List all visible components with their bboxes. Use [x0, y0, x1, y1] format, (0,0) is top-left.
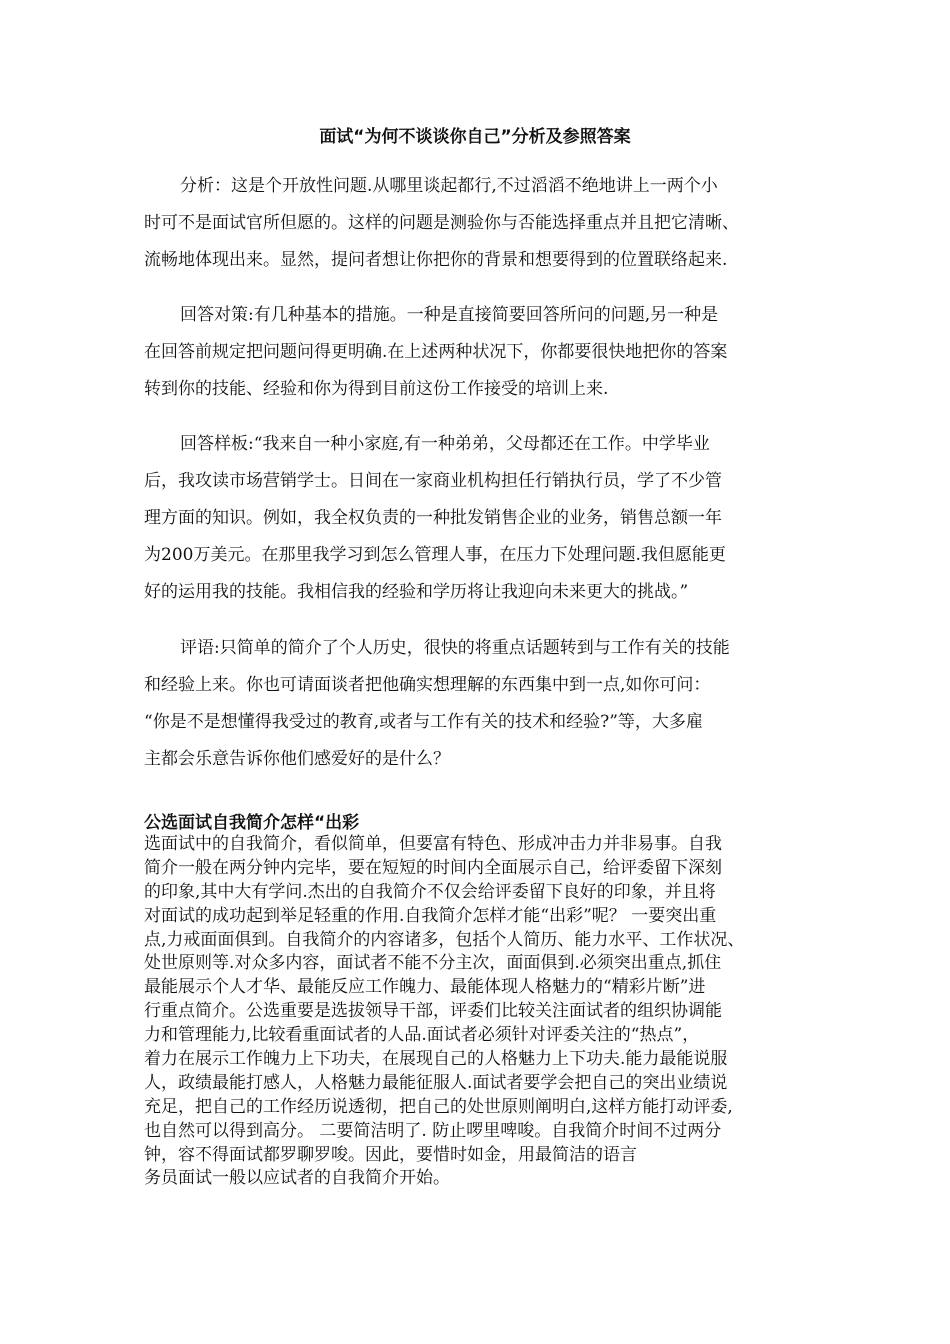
text-line: 钟，容不得面试都罗聊罗唆。因此，要惜时如金，用最简洁的语言	[144, 1144, 637, 1165]
text-line: 简介一般在两分钟内完毕，要在短短的时间内全面展示自己，给评委留下深刻	[144, 857, 722, 878]
text-line: 时可不是面试官所但愿的。这样的问题是测验你与否能选择重点并且把它清晰、	[144, 213, 739, 233]
section-heading: 公选面试自我简介怎样“出彩	[144, 813, 360, 833]
text-line: 主都会乐意告诉你他们感爱好的是什么？	[144, 749, 450, 769]
text-line: 评语:只简单的简介了个人历史，很快的将重点话题转到与工作有关的技能	[180, 638, 730, 658]
text-line: 务员面试一般以应试者的自我简介开始。	[144, 1168, 450, 1189]
text-line: 流畅地体现出来。显然，提问者想让你把你的背景和想要得到的位置联络起来.	[144, 250, 728, 270]
text-line: 和经验上来。你也可请面谈者把他确实想理解的东西集中到一点,如你可问：	[144, 675, 711, 695]
text-line: 充足，把自己的工作经历说透彻，把自己的处世原则阐明白,这样方能打动评委,	[144, 1096, 733, 1117]
text-line: 的印象,其中大有学问.杰出的自我简介不仅会给评委留下良好的印象，并且将	[144, 881, 716, 902]
text-line: 行重点简介。公选重要是选拔领导干部，评委们比较关注面试者的组织协调能	[144, 1001, 722, 1022]
text-line: 回答样板:“我来自一种小家庭,有一种弟弟，父母都还在工作。中学毕业	[180, 434, 710, 454]
paragraph-sample-answer	[144, 426, 814, 611]
text-line: 最能展示个人才华、最能反应工作魄力、最能体现人格魅力的“精彩片断”进	[144, 977, 706, 998]
text-line: 也自然可以得到高分。 二要简洁明了. 防止啰里啤唆。自我简介时间不过两分	[144, 1120, 722, 1141]
document-title: 面试“为何不谈谈你自己”分析及参照答案	[319, 127, 631, 147]
text-line: 点,力戒面面俱到。自我简介的内容诸多，包括个人简历、能力水平、工作状况、	[144, 929, 745, 950]
text-line: 在回答前规定把问题问得更明确.在上述两种状况下，你都要很快地把你的答案	[144, 342, 728, 362]
text-line: 人，政绩最能打感人，人格魅力最能征服人.面试者要学会把自己的突出业绩说	[144, 1072, 728, 1093]
text-line: 力和管理能力,比较看重面试者的人品.面试者必须针对评委关注的“热点”，	[144, 1025, 700, 1046]
paragraph-comment	[144, 630, 814, 778]
text-line: 处世原则等.对众多内容，面试者不能不分主次，面面俱到.必须突出重点,抓住	[144, 953, 722, 974]
paragraph-strategy	[144, 297, 814, 408]
text-line: 理方面的知识。例如，我全权负责的一种批发销售企业的业务，销售总额一年	[144, 508, 722, 528]
text-line: 分析：这是个开放性问题.从哪里谈起都行,不过滔滔不绝地讲上一两个小	[180, 176, 718, 196]
text-line: 为200万美元。在那里我学习到怎么管理人事，在压力下处理问题.我但愿能更	[144, 545, 726, 565]
text-line: 回答对策:有几种基本的措施。一种是直接简要回答所问的问题,另一种是	[180, 305, 719, 325]
text-line: 好的运用我的技能。我相信我的经验和学历将让我迎向未来更大的挑战。”	[144, 582, 689, 602]
text-line: 着力在展示工作魄力上下功夫，在展现自己的人格魅力上下功夫.能力最能说服	[144, 1049, 728, 1070]
text-line: 对面试的成功起到举足轻重的作用.自我简介怎样才能“出彩”呢？ 一要突出重	[144, 905, 717, 926]
text-line: 转到你的技能、经验和你为得到目前这份工作接受的培训上来.	[144, 379, 609, 399]
text-line: “你是不是想懂得我受过的教育,或者与工作有关的技术和经验?”等，大多雇	[144, 712, 703, 732]
text-line: 后，我攻读市场营销学士。日间在一家商业机构担任行销执行员，学了不少管	[144, 471, 722, 491]
section2-body	[144, 833, 814, 1191]
text-line: 选面试中的自我简介，看似简单，但要富有特色、形成冲击力并非易事。自我	[144, 834, 722, 854]
paragraph-analysis	[144, 168, 814, 279]
